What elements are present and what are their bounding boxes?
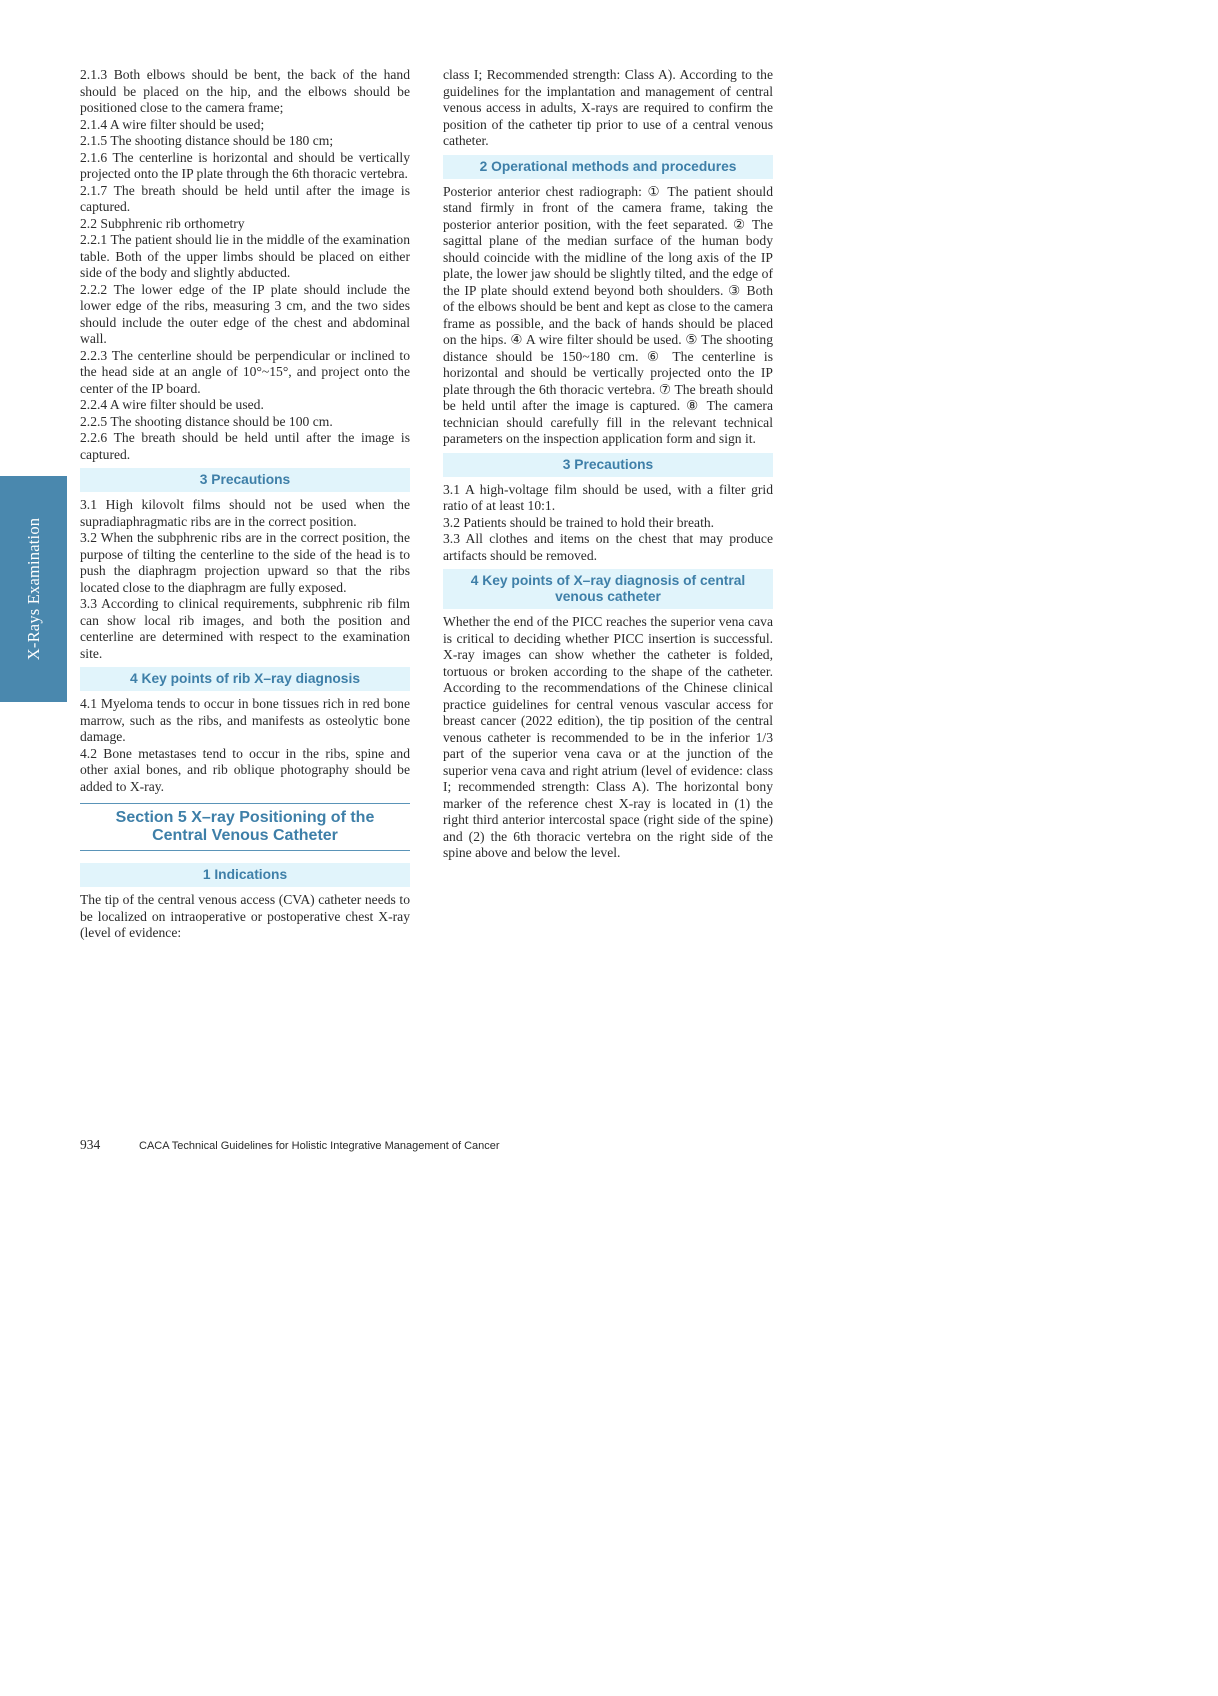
page-footer [80,1136,500,1154]
page-number: 934 [80,1137,101,1152]
heading-precautions: 3 Precautions [80,468,410,492]
para-2-1-7: 2.1.7 The breath should be held until after the image is captured. [80,182,410,214]
para-2-2-3: 2.2.3 The centerline should be perpendicular or inclined to the head side at an angle of 10°~15°, and project onto the center of the IP board. [80,347,410,396]
para-cvc-diagnosis: Whether the end of the PICC reaches the superior vena cava is critical to deciding whether PICC insertion is successful. X-ray images can show whether the catheter is folded, tortuous or broken according to the shape of the catheter. According to the recommendations of the Chinese clinical practice guidelines for central venous vascular access for breast cancer (2022 edition), the tip position of the central venous catheter is recommended to be in the inferior 1/3 part of the superior vena cava or at the junction of the superior vena cava and right atrium (level of evidence: class I; recommended strength: Class A). The horizontal bony marker of the reference chest X-ray is located in (1) the right third anterior intercostal space (right side of the spine) and (2) the 6th thoracic vertebra on the right side of the spine above and below the level. [443,614,773,860]
para-2-2-1: 2.2.1 The patient should lie in the middle of the examination table. Both of the upper limbs should be placed on either side of the body and slightly abducted. [80,232,410,280]
para-indications: The tip of the central venous access (CVA) catheter needs to be localized on intraoperative or postoperative chest X-ray (level of evidence: [80,892,410,940]
running-title: CACA Technical Guidelines for Holistic Integrative Management of Cancer [139,1140,500,1152]
side-section-tab [0,476,67,702]
para-2-2: 2.2 Subphrenic rib orthometry [80,215,245,231]
para-cvc-3-2: 3.2 Patients should be trained to hold their breath. [443,514,715,530]
para-2-2-5: 2.2.5 The shooting distance should be 100 cm. [80,413,333,429]
heading-rib-diagnosis: 4 Key points of rib X–ray diagnosis [80,667,410,691]
heading-indications: 1 Indications [80,863,410,887]
section-5-title: Section 5 X–ray Positioning of the Central Venous Catheter [80,803,410,851]
heading-operational-methods: 2 Operational methods and procedures [443,155,773,179]
right-column [443,67,773,862]
para-4-2: 4.2 Bone metastases tend to occur in the ribs, spine and other axial bones, and rib oblique photography should be added to X-ray. [80,745,410,794]
para-2-1-5: 2.1.5 The shooting distance should be 180 cm; [80,133,334,148]
heading-cvc-diagnosis: 4 Key points of X–ray diagnosis of central venous catheter [443,569,773,609]
para-4-1: 4.1 Myeloma tends to occur in bone tissues rich in red bone marrow, such as the ribs, and manifests as osteolytic bone damage. [80,696,410,744]
heading-precautions-cvc: 3 Precautions [443,453,773,477]
para-3-2: 3.2 When the subphrenic ribs are in the correct position, the purpose of tilting the centerline to the side of the head is to push the diaphragm projection upward so that the ribs located close to the diaphragm are fully exposed. [80,530,410,595]
para-3-3: 3.3 According to clinical requirements, subphrenic rib film can show local rib images, and both the position and centerline are determined with respect to the examination site. [80,596,410,661]
para-2-1-4: 2.1.4 A wire filter should be used; [80,116,265,132]
para-3-1: 3.1 High kilovolt films should not be used when the supradiaphragmatic ribs are in the correct position. [80,497,410,529]
side-tab-label: X-Rays Examination [24,517,43,661]
para-2-1-6: 2.1.6 The centerline is horizontal and should be vertically projected onto the IP plate through the 6th thoracic vertebra. [80,149,410,181]
para-2-2-6: 2.2.6 The breath should be held until after the image is captured. [80,430,410,462]
para-methods: Posterior anterior chest radiograph: ① The patient should stand firmly in front of the camera frame, taking the posterior anterior position, with the feet separated. ② The sagittal plane of the median surface of the human body should coincide with the midline of the long axis of the IP plate, the lower jaw should be slightly tilted, and the edge of the IP plate should extend beyond both shoulders. ③ Both of the elbows should be bent and kept as close to the camera frame as possible, and the back of hands should be placed on the hips. ④ A wire filter should be used. ⑤ The shooting distance should be 150~180 cm. ⑥ The centerline is horizontal and should be vertically projected onto the IP plate through the 6th thoracic vertebra. ⑦ The breath should be held until after the image is captured. ⑧ The camera technician should carefully fill in the relevant technical parameters on the inspection application form and sign it. [443,183,773,446]
para-2-2-2: 2.2.2 The lower edge of the IP plate should include the lower edge of the ribs, measuring 3 cm, and the two sides should include the outer edge of the chest and abdominal wall. [80,281,410,346]
left-column [80,67,410,942]
para-2-2-4: 2.2.4 A wire filter should be used. [80,397,264,412]
para-2-1-3: 2.1.3 Both elbows should be bent, the back of the hand should be placed on the hip, and the elbows should be positioned close to the camera frame; [80,67,410,115]
para-cvc-3-3: 3.3 All clothes and items on the chest that may produce artifacts should be removed. [443,531,773,563]
para-cvc-3-1: 3.1 A high-voltage film should be used, with a filter grid ratio of at least 10:1. [443,481,773,513]
para-indications-cont: class I; Recommended strength: Class A). According to the guidelines for the implantation and management of central venous access in adults, X-rays are required to confirm the position of the catheter tip prior to use of a central venous catheter. [443,67,773,148]
